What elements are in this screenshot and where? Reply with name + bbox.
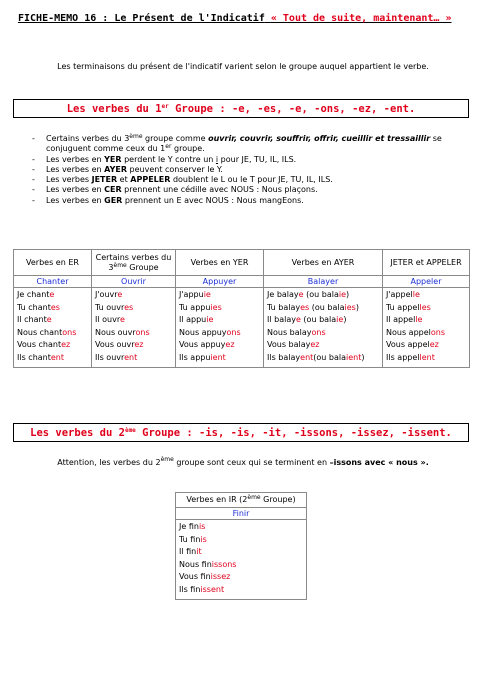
group2-heading-sup: ème xyxy=(124,427,136,434)
verb-stem: Nous appel xyxy=(386,327,431,337)
table-subheader-row xyxy=(176,508,307,520)
column-header: Verbes en AYER xyxy=(264,250,383,276)
rule-keyword: AYER xyxy=(104,164,127,174)
verb-stem: Ils ouvr xyxy=(95,352,125,362)
conjugation-line xyxy=(179,339,260,352)
rule-text: pour JE, TU, IL, ILS. xyxy=(218,154,297,164)
verb-stem: Nous fin xyxy=(179,559,212,569)
conjugation-line xyxy=(267,339,379,352)
conjugation-line xyxy=(267,289,379,302)
verb-stem: Vous chant xyxy=(17,340,62,350)
verb-ending: e xyxy=(295,315,301,325)
verb-ending: es xyxy=(50,302,60,312)
conjugation-cell xyxy=(264,288,383,368)
rule-keyword: YER xyxy=(104,154,122,164)
conjugation-line xyxy=(95,327,172,340)
verb-stem: Il appu xyxy=(179,315,207,325)
rule-text: perdent le Y contre un xyxy=(121,154,216,164)
rule-keyword: APPELER xyxy=(130,175,171,185)
table-header-row xyxy=(176,493,307,508)
rule-keyword: JETER xyxy=(91,175,118,185)
verb-stem: Nous ouvr xyxy=(95,327,136,337)
verb-ending: ez xyxy=(429,340,439,350)
verb-ending: e xyxy=(117,290,123,299)
verb-stem: Nous chant xyxy=(17,327,63,337)
column-header-sup: ème xyxy=(113,261,127,269)
rule-text: Les verbes en xyxy=(46,154,105,164)
verb-ending: is xyxy=(200,534,207,544)
attention-emphasis: –issons avec « nous ». xyxy=(329,458,429,467)
group1-heading-a: Les verbes du 1 xyxy=(66,103,162,115)
verb-stem: Il ouvr xyxy=(95,315,120,325)
column-header-text: Verbes en IR (2 xyxy=(186,495,248,504)
conjugation-line xyxy=(95,352,172,365)
conjugation-line xyxy=(267,352,379,365)
rule-text: groupe. xyxy=(171,144,205,154)
rule-text: prennent une cédille avec NOUS : Nous plaçons. xyxy=(121,185,318,195)
verb-ending: es xyxy=(124,302,134,312)
verb-ending: is xyxy=(198,522,206,531)
conjugation-line xyxy=(179,584,303,597)
verb-stem: Vous appel xyxy=(386,340,430,350)
verb-stem: Tu appel xyxy=(386,302,420,312)
verb-stem: J'ouvr xyxy=(95,290,118,299)
verb-ending: ient xyxy=(210,352,226,362)
verb-stem: Il chant xyxy=(17,315,47,325)
rule-verbs: ouvrir, couvrir, souffrir, offrir, cueillir et tressaillir xyxy=(208,134,431,143)
attention-text: Attention, les verbes du 2 xyxy=(57,458,161,467)
rule-text: Les verbes xyxy=(46,175,92,185)
verb-stem: Ils chant xyxy=(17,352,51,362)
table-row xyxy=(176,520,307,600)
rule-sup: ème xyxy=(129,133,143,140)
conjugation-line xyxy=(95,289,172,302)
conjugation-line xyxy=(179,546,303,559)
column-header: Verbes en ER xyxy=(14,250,92,276)
table-subheader-row xyxy=(14,276,470,288)
verb-stem: Ils appu xyxy=(179,352,211,362)
rule-text: peuvent conserver le Y. xyxy=(126,164,223,174)
table-header-row xyxy=(14,250,470,276)
conjugation-line xyxy=(267,327,379,340)
verb-stem: Ils fin xyxy=(179,584,201,594)
verb-name: Appeler xyxy=(383,276,470,288)
verb-name: Chanter xyxy=(14,276,92,288)
verb-stem: Ils balay xyxy=(267,352,301,362)
verb-name: Balayer xyxy=(264,276,383,288)
verb-ending: les xyxy=(419,302,431,312)
verb-stem: (ou bala xyxy=(300,315,337,325)
verb-ending: es xyxy=(300,302,310,312)
verb-ending: ons xyxy=(226,327,241,337)
group1-conjugation-table xyxy=(13,249,470,368)
verb-ending: lent xyxy=(419,352,435,362)
conjugation-cell xyxy=(383,288,470,368)
verb-stem: Vous fin xyxy=(179,572,211,582)
verb-ending: ie xyxy=(338,290,347,299)
conjugation-line xyxy=(179,559,303,572)
column-header-text: Groupe) xyxy=(260,495,296,504)
page-title xyxy=(18,13,478,24)
group1-rules xyxy=(32,134,472,206)
rule-text: et xyxy=(117,175,131,185)
verb-stem: Vous balay xyxy=(267,340,311,350)
group2-conjugation-table xyxy=(175,492,307,600)
verb-ending: ie xyxy=(206,315,214,325)
verb-stem: Vous ouvr xyxy=(95,340,135,350)
verb-stem: ) xyxy=(355,302,359,312)
verb-stem: J'appel xyxy=(386,290,413,299)
verb-stem: Tu balay xyxy=(267,302,301,312)
conjugation-line xyxy=(179,314,260,327)
intro-text: Les terminaisons du présent de l'indicatif varient selon le groupe auquel appartient le verbe. xyxy=(57,62,429,71)
verb-ending: ie xyxy=(203,290,211,299)
rule-text: prennent un E avec NOUS : Nous mangEons. xyxy=(122,195,304,205)
conjugation-line xyxy=(95,339,172,352)
rule-text: groupe comme xyxy=(142,134,209,143)
verb-name: Ouvrir xyxy=(92,276,176,288)
conjugation-cell xyxy=(176,288,264,368)
conjugation-line xyxy=(179,327,260,340)
conjugation-line xyxy=(386,327,466,340)
verb-ending: ez xyxy=(134,340,144,350)
attention-sup: ème xyxy=(160,456,174,463)
rule-text: se conjuguent comme ceux du 1 xyxy=(46,134,442,154)
verb-ending: ient xyxy=(346,352,362,362)
rule-item xyxy=(32,165,472,175)
conjugation-cell xyxy=(14,288,92,368)
verb-ending: e xyxy=(49,290,55,299)
rule-text: Les verbes en xyxy=(46,185,105,195)
rule-item xyxy=(32,196,472,206)
rule-keyword: GER xyxy=(104,195,123,205)
rule-sup: er xyxy=(165,143,172,151)
rule-item xyxy=(32,175,472,185)
verb-stem: Je fin xyxy=(179,522,199,531)
verb-stem: Nous balay xyxy=(267,327,312,337)
verb-name: Appuyer xyxy=(176,276,264,288)
verb-stem: Je chant xyxy=(17,290,50,299)
conjugation-line xyxy=(95,314,172,327)
verb-stem: Je balay xyxy=(267,290,299,299)
conjugation-line xyxy=(386,302,466,315)
conjugation-line xyxy=(267,314,379,327)
verb-stem: Tu chant xyxy=(17,302,51,312)
verb-stem: Vous appuy xyxy=(179,340,226,350)
column-header-text: Groupe xyxy=(126,262,159,272)
verb-stem: Il fin xyxy=(179,547,197,557)
conjugation-line xyxy=(267,302,379,315)
group2-heading-a: Les verbes du 2 xyxy=(30,427,125,439)
group1-heading-b: Groupe : -e, -es, -e, -ons, -ez, -ent. xyxy=(168,103,416,115)
verb-ending: ons xyxy=(135,327,150,337)
conjugation-line xyxy=(179,571,303,584)
conjugation-line xyxy=(179,302,260,315)
verb-ending: le xyxy=(412,290,420,299)
conjugation-line xyxy=(179,534,303,547)
rule-text: Les verbes en xyxy=(46,195,105,205)
column-header-text: Certains verbes du 3 xyxy=(95,252,172,272)
rule-underline: i xyxy=(215,154,219,164)
verb-ending: ez xyxy=(61,340,71,350)
verb-stem: J'appu xyxy=(179,290,204,299)
column-header xyxy=(176,493,307,508)
column-header: JETER et APPELER xyxy=(383,250,470,276)
verb-stem: (ou bala xyxy=(309,302,345,312)
verb-ending: ie xyxy=(336,315,344,325)
verb-stem: ) xyxy=(343,315,347,325)
verb-stem: Ils appel xyxy=(386,352,420,362)
conjugation-line xyxy=(386,289,466,302)
column-header: Verbes en YER xyxy=(176,250,264,276)
verb-ending: ies xyxy=(344,302,356,312)
rule-item xyxy=(32,185,472,195)
verb-ending: ies xyxy=(210,302,222,312)
conjugation-line xyxy=(386,339,466,352)
attention-text: groupe sont ceux qui se terminent en xyxy=(173,458,330,467)
verb-stem: Tu fin xyxy=(179,534,201,544)
title-main: FICHE-MEMO 16 : Le Présent de l'Indicatif xyxy=(18,13,265,24)
verb-ending: ez xyxy=(225,340,235,350)
group1-heading-sup: er xyxy=(161,103,169,110)
table-row xyxy=(14,288,470,368)
verb-ending: e xyxy=(298,290,304,299)
rule-item xyxy=(32,155,472,165)
verb-ending: ez xyxy=(310,340,320,350)
verb-ending: ons xyxy=(62,327,77,337)
rule-text: doublent le L ou le T pour JE, TU, IL, ILS. xyxy=(170,175,333,185)
conjugation-line xyxy=(17,289,88,302)
conjugation-line xyxy=(386,352,466,365)
group2-heading-b: Groupe : -is, -is, -it, -issons, -issez, -issent. xyxy=(135,427,452,439)
verb-stem: Tu appu xyxy=(179,302,211,312)
conjugation-line xyxy=(17,352,88,365)
verb-stem: Il appel xyxy=(386,315,416,325)
conjugation-line xyxy=(179,352,260,365)
column-header-sup: ème xyxy=(247,494,261,501)
column-header xyxy=(92,250,176,276)
verb-ending: issent xyxy=(200,584,225,594)
rule-keyword: CER xyxy=(104,185,122,195)
group2-attention xyxy=(0,458,486,467)
conjugation-cell xyxy=(176,520,307,600)
group2-heading xyxy=(13,423,469,442)
rule-text: Certains verbes du 3 xyxy=(46,134,130,143)
verb-ending: ons xyxy=(311,327,326,337)
conjugation-line xyxy=(17,302,88,315)
conjugation-line xyxy=(179,521,303,534)
verb-stem: (ou bala xyxy=(303,290,339,299)
conjugation-cell xyxy=(92,288,176,368)
verb-stem: ) xyxy=(361,352,365,362)
verb-ending: ons xyxy=(430,327,446,337)
conjugation-line xyxy=(17,327,88,340)
rule-item xyxy=(32,134,472,155)
verb-ending: issez xyxy=(210,572,231,582)
conjugation-line xyxy=(17,314,88,327)
verb-stem: ) xyxy=(346,290,350,299)
group1-heading xyxy=(13,99,469,118)
verb-ending: e xyxy=(46,315,52,325)
verb-stem: Nous appuy xyxy=(179,327,227,337)
verb-stem: (ou bala xyxy=(313,352,347,362)
verb-ending: le xyxy=(415,315,423,325)
verb-stem: Tu ouvr xyxy=(95,302,125,312)
verb-ending: e xyxy=(119,315,125,325)
conjugation-line xyxy=(95,302,172,315)
verb-ending: ent xyxy=(124,352,138,362)
verb-ending: issons xyxy=(211,559,237,569)
verb-stem: Il balay xyxy=(267,315,296,325)
rule-text: Les verbes en xyxy=(46,164,105,174)
verb-ending: ent xyxy=(300,352,314,362)
verb-name: Finir xyxy=(176,508,307,520)
conjugation-line xyxy=(179,289,260,302)
verb-ending: it xyxy=(196,547,202,557)
conjugation-line xyxy=(17,339,88,352)
conjugation-line xyxy=(386,314,466,327)
title-subtitle: « Tout de suite, maintenant… » xyxy=(270,13,452,24)
verb-ending: ent xyxy=(50,352,65,362)
